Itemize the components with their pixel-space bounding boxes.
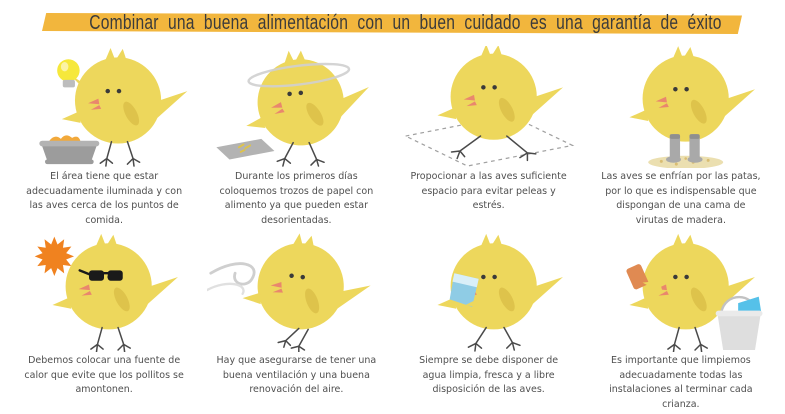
chick-socks-shavings-icon — [592, 46, 770, 168]
header — [0, 9, 785, 39]
panel-caption: Durante los primeros días coloquemos trozos de papel con alimento ya que pueden estar desorientadas. — [219, 171, 374, 227]
panel-grid — [8, 46, 777, 414]
panel-iluminacion — [8, 46, 200, 230]
panel-caption: Debemos colocar una fuente de calor que evite que los pollitos se amontonen. — [24, 355, 184, 396]
panel-caption: El área tiene que estar adecuadamente iluminada y con las aves cerca de los puntos de comida. — [26, 171, 183, 227]
panel-espacio — [393, 46, 585, 230]
panel-caption: Las aves se enfrían por las patas, por lo que es indispensable que dispongan de una cama de virutas de madera. — [601, 171, 761, 227]
chick-wind-icon — [207, 230, 385, 352]
chick-sun-sunglasses-icon — [15, 230, 193, 352]
panel-papel — [200, 46, 392, 230]
chick-dizzy-paper-icon — [207, 46, 385, 168]
food-bowl-icon — [39, 135, 99, 164]
panel-calor — [8, 230, 200, 414]
panel-cama — [585, 46, 777, 230]
chick-lightbulb-bowl-icon — [15, 46, 193, 168]
panel-limpieza — [585, 230, 777, 414]
chick-floor-space-icon — [400, 46, 578, 168]
panel-agua — [393, 230, 585, 414]
panel-caption: Siempre se debe disponer de agua limpia, fresca y a libre disposición de las aves. — [419, 355, 559, 396]
page-title: Combinar una buena alimentación con un buen cuidado es una garantía de éxito — [89, 12, 722, 34]
panel-ventilacion — [200, 230, 392, 414]
chick-cleaning-bucket-icon — [592, 230, 770, 352]
chick-water-cup-icon — [400, 230, 578, 352]
panel-caption: Propocionar a las aves suficiente espacio para evitar peleas y estrés. — [410, 171, 567, 212]
panel-caption: Es importante que limpiemos adecuadamente todas las instalaciones al terminar cada crianza. — [609, 355, 753, 411]
panel-caption: Hay que asegurarse de tener una buena ventilación y una buena renovación del aire. — [216, 355, 377, 396]
